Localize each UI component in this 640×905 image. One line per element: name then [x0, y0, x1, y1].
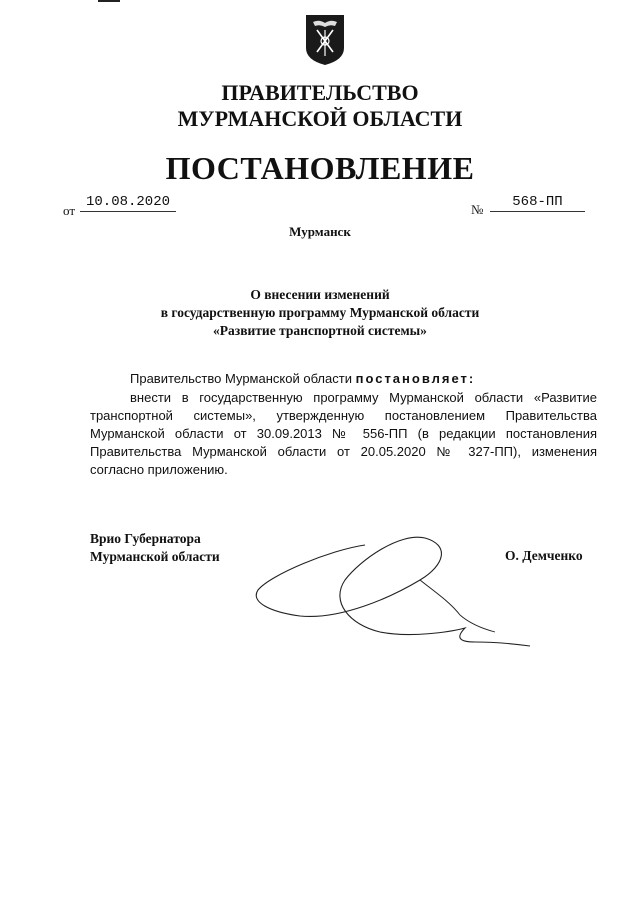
org-line-2: МУРМАНСКОЙ ОБЛАСТИ	[177, 106, 463, 131]
document-type: ПОСТАНОВЛЕНИЕ	[165, 150, 475, 186]
coat-of-arms-icon	[305, 14, 345, 66]
number-prefix: №	[471, 202, 484, 217]
signer-title-line-1: Врио Губернатора	[90, 531, 201, 546]
signer-title	[90, 530, 220, 566]
signer-name: О. Демченко	[505, 548, 583, 563]
signer-title-line-2: Мурманской области	[90, 549, 220, 564]
document-subject	[0, 286, 640, 340]
organization-header	[0, 80, 640, 132]
top-edge-mark	[98, 0, 120, 2]
document-number: 568-ПП	[490, 194, 585, 212]
handwritten-signature	[250, 520, 540, 660]
intro-text: Правительство Мурманской области	[130, 371, 352, 386]
intro-line	[130, 371, 475, 386]
subject-line-3: «Развитие транспортной системы»	[213, 323, 427, 338]
document-date: 10.08.2020	[80, 194, 176, 212]
city: Мурманск	[289, 224, 351, 239]
org-line-1: ПРАВИТЕЛЬСТВО	[221, 80, 419, 105]
subject-line-2: в государственную программу Мурманской области	[160, 305, 480, 320]
body-paragraph: внести в государственную программу Мурманской области «Развитие транспортной системы», утвержденную постановлением Правительства Мурманской области от 30.09.2013 № 556-ПП (в редакции постановления Правительства Мурманской области от 20.05.2020 № 327-ПП), изменения согласно приложению.	[90, 390, 597, 477]
intro-emphasis: постановляет:	[355, 371, 476, 386]
date-prefix: от	[63, 203, 76, 218]
subject-line-1: О внесении изменений	[250, 287, 390, 302]
